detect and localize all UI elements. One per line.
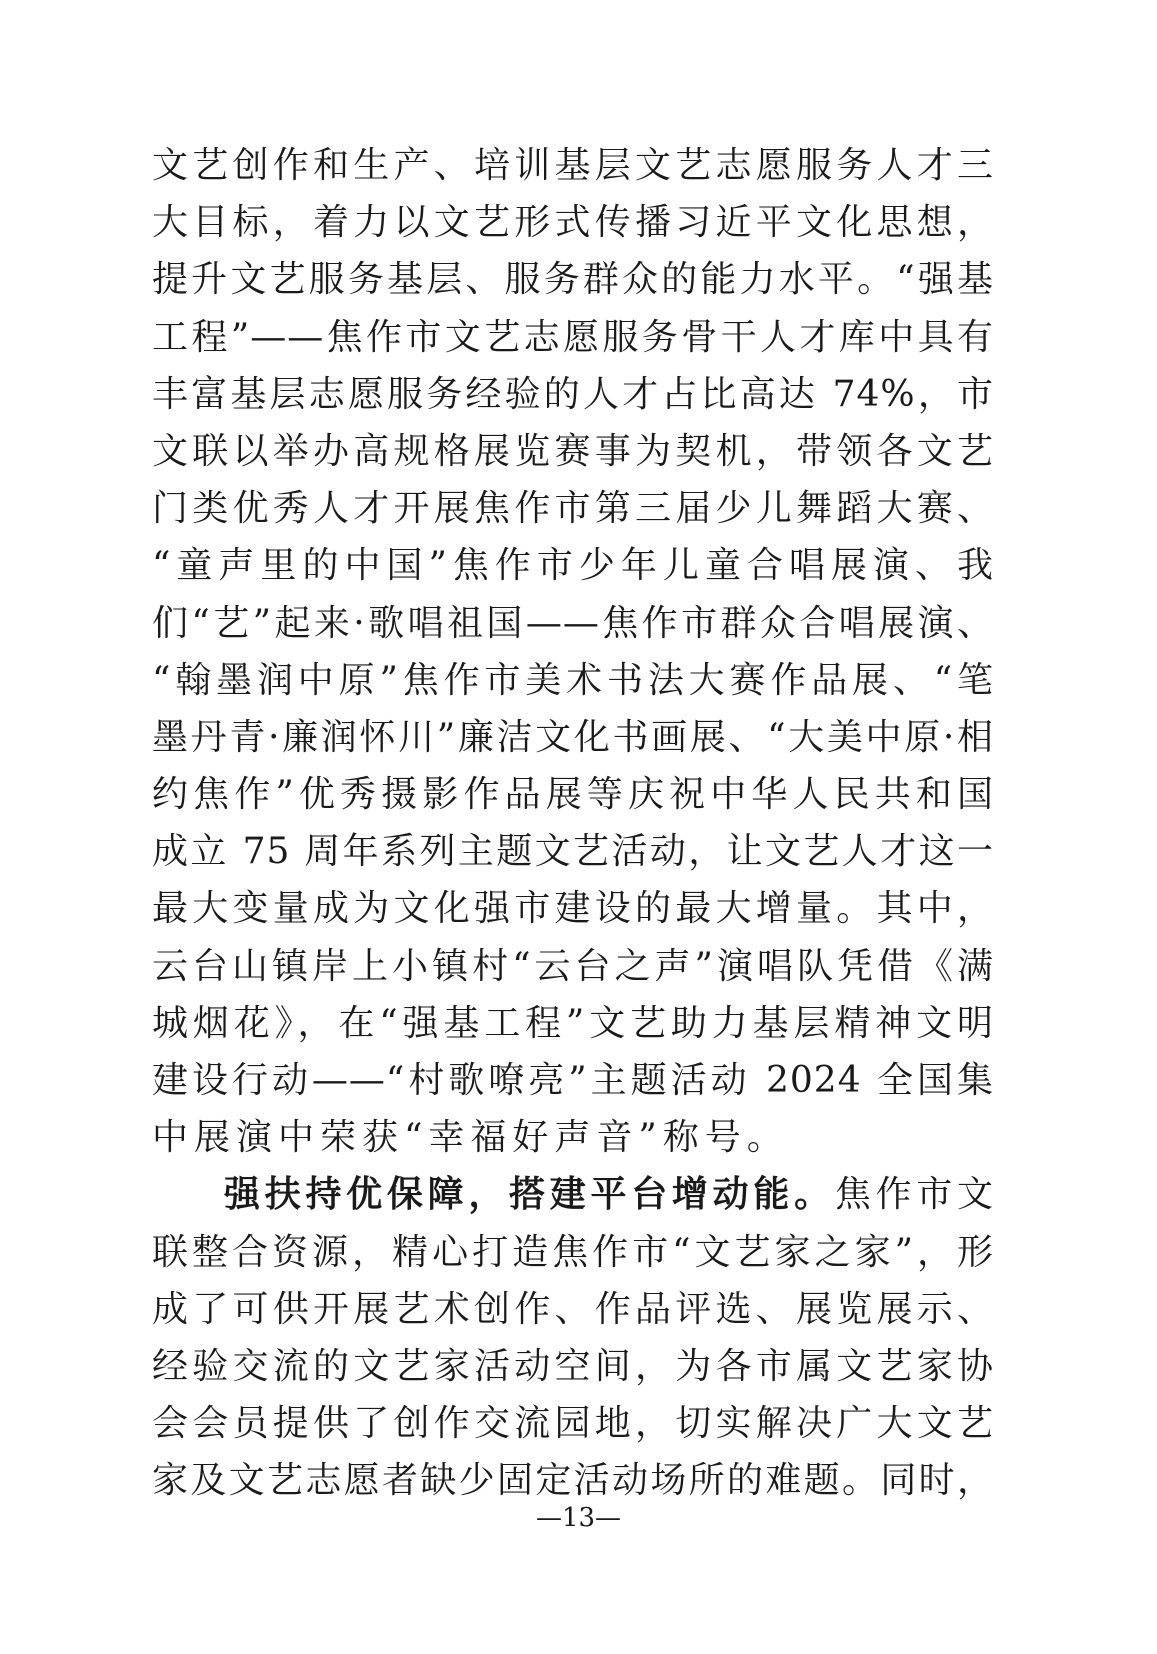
text-line: “翰墨润中原”焦作市美术书法大赛作品展、“笔 [152,659,994,701]
paragraph-heading: 强扶持优保障，搭建平台增动能。 [224,1173,835,1216]
text-line: 墨丹青·廉润怀川”廉洁文化书画展、“大美中原·相 [152,716,994,758]
text-line: 成立 75 周年系列主题文艺活动，让文艺人才这一 [152,831,994,873]
document-body [152,137,994,1510]
page-number: —13— [535,1503,622,1533]
text-line: 云台山镇岸上小镇村“云台之声”演唱队凭借《满 [152,945,994,987]
paragraph [152,137,994,1166]
text-line: 门类优秀人才开展焦作市第三届少儿舞蹈大赛、 [152,488,994,530]
text-line: 丰富基层志愿服务经验的人才占比高达 74%，市 [152,373,994,415]
text-line: 建设行动——“村歌嘹亮”主题活动 2024 全国集 [152,1060,994,1101]
text-span: 焦作市文 [834,1174,994,1216]
text-line: 工程”——焦作市文艺志愿服务骨干人才库中具有 [152,316,994,358]
text-line: 成了可供开展艺术创作、作品评选、展览展示、 [152,1288,994,1330]
text-line: 文艺创作和生产、培训基层文艺志愿服务人才三 [152,145,994,186]
text-line: 们“艺”起来·歌唱祖国——焦作市群众合唱展演、 [152,602,994,644]
text-line [152,1166,994,1223]
text-line: 提升文艺服务基层、服务群众的能力水平。“强基 [152,259,994,301]
text-line: 会会员提供了创作交流园地，切实解决广大文艺 [152,1403,994,1445]
text-line: 经验交流的文艺家活动空间，为各市属文艺家协 [152,1345,994,1387]
text-line: 联整合资源，精心打造焦作市“文艺家之家”，形 [152,1231,994,1273]
text-line: “童声里的中国”焦作市少年儿童合唱展演、我 [152,545,994,587]
text-line: 约焦作”优秀摄影作品展等庆祝中华人民共和国 [152,774,994,816]
text-line: 最大变量成为文化强市建设的最大增量。其中， [152,888,994,930]
text-line: 大目标，着力以文艺形式传播习近平文化思想， [152,202,994,244]
text-line: 城烟花》，在“强基工程”文艺助力基层精神文明 [152,1002,994,1044]
text-line: 中展演中荣获“幸福好声音”称号。 [152,1117,789,1159]
text-line: 文联以举办高规格展览赛事为契机，带领各文艺 [152,430,994,472]
text-line: 家及文艺志愿者缺少固定活动场所的难题。同时， [152,1460,994,1502]
paragraph [152,1166,994,1509]
